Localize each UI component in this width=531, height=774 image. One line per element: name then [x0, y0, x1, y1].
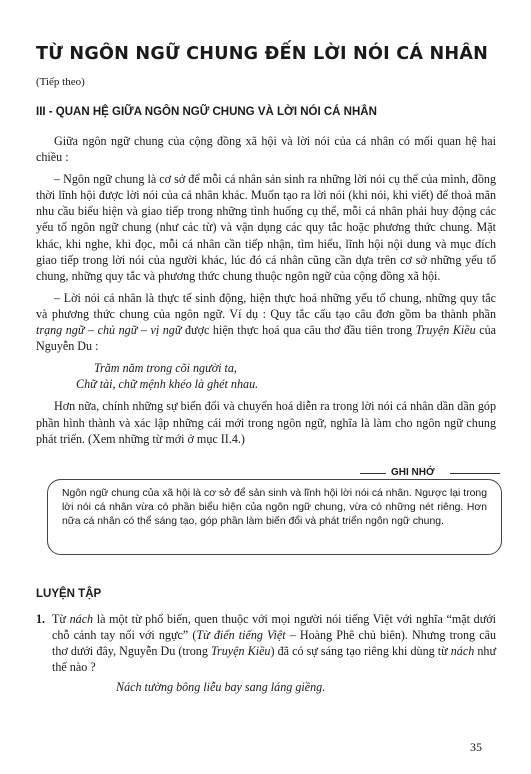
poem-line-1: Trăm năm trong cõi người ta,	[94, 361, 237, 376]
ex1-part-c: – Hoàng Phê chủ biên). Nhưng trong câu thơ dưới đây, Nguyễn Du (trong	[52, 628, 496, 659]
section-heading: III - QUAN HỆ GIỮA NGÔN NGỮ CHUNG VÀ LỜI NÓI CÁ NHÂN	[36, 106, 377, 118]
ex1-keyword-2: nách	[450, 644, 475, 659]
ex1-part-a: Từ	[52, 612, 70, 626]
paragraph-2-part-b: được hiện thực hoá qua câu thơ đầu tiên trong	[181, 323, 416, 338]
lesson-subtitle: (Tiếp theo)	[36, 76, 85, 88]
exercise-1-text	[52, 611, 496, 675]
ex1-part-d: ) đã có sự sáng tạo riêng khi dùng từ	[270, 644, 451, 659]
paragraph-3: Hơn nữa, chính những sự biến đổi và chuyển hoá diễn ra trong lời nói cá nhân dần dần góp phần hình thành và xác lập những cái mới trong ngôn ngữ, nghĩa là làm cho ngôn ngữ chung phát triển. (Xem những từ mới ở mục II.4.)	[36, 399, 496, 446]
page-number: 35	[470, 740, 482, 754]
ex1-part-e: như thế nào ?	[52, 644, 496, 675]
exercise-1-verse: Nách tường bông liễu bay sang láng giềng.	[116, 680, 326, 695]
paragraph-1: – Ngôn ngữ chung là cơ sở để mỗi cá nhân sản sinh ra những lời nói cụ thể của mình, đồng thời lĩnh hội được lời nói của cá nhân khác. Muốn tạo ra lời nói (khi nói, khi viết) để thoả mãn nhu cầu biểu hiện và giao tiếp trong những tình huống cụ thể, mỗi cá nhân phải huy động các yếu tố ngôn ngữ chung (như các từ) và vận dụng các quy tắc hoặc phương thức chung. Mặt khác, khi nghe, khi đọc, mỗi cá nhân cần tiếp nhận, tìm hiểu, lĩnh hội nội dung và mục đích giao tiếp trong lời nói của người khác, lúc đó cá nhân cũng cần dựa trên cơ sở những yếu tố chung, những quy tắc và phương thức chung thuộc ngôn ngữ của cộng đồng xã hội.	[36, 172, 496, 283]
paragraph-2-part-a: – Lời nói cá nhân là thực tế sinh động, hiện thực hoá những yếu tố chung, những quy tắc và phương thức chung của ngôn ngữ. Ví dụ : Quy tắc cấu tạo câu đơn gồm ba thành phần	[36, 290, 496, 321]
section-body	[36, 133, 496, 453]
poem-line-2: Chữ tài, chữ mệnh khéo là ghét nhau.	[76, 377, 259, 392]
lesson-title: TỪ NGÔN NGỮ CHUNG ĐẾN LỜI NÓI CÁ NHÂN	[36, 44, 489, 64]
note-label-rule-left	[360, 473, 386, 474]
ex1-work-title: Truyện Kiều	[210, 644, 271, 659]
note-label-rule-right	[450, 473, 500, 474]
paragraph-2-part-c: của Nguyễn Du :	[36, 323, 497, 354]
exercise-1	[36, 611, 496, 695]
exercise-number: 1.	[36, 612, 46, 626]
practice-heading: LUYỆN TẬP	[36, 588, 102, 600]
ex1-part-b: là một từ phổ biến, quen thuộc với mọi người nói tiếng Việt với nghĩa “mặt dưới chỗ cánh tay nối với ngực” (	[52, 612, 496, 643]
ex1-dictionary-title: Từ điển tiếng Việt	[196, 628, 286, 643]
note-label-text: GHI NHỚ	[391, 467, 435, 478]
ex1-keyword: nách	[69, 612, 94, 626]
note-box: Ngôn ngữ chung của xã hội là cơ sở để sản sinh và lĩnh hội lời nói cá nhân. Ngược lại trong lời nói cá nhân vừa có phần biểu hiện của ngôn ngữ chung, vừa có những nét riêng. Hơn nữa cá nhân có thể sáng tạo, góp phần làm biến đổi và phát triển ngôn ngữ chung.	[47, 479, 502, 555]
paragraph-2	[36, 290, 496, 354]
sentence-structure-term: trạng ngữ – chủ ngữ – vị ngữ	[36, 323, 182, 338]
paragraph-intro: Giữa ngôn ngữ chung của cộng đồng xã hội và lời nói của cá nhân có mối quan hệ hai chiều :	[36, 134, 496, 165]
work-title: Truyện Kiều	[415, 323, 476, 338]
